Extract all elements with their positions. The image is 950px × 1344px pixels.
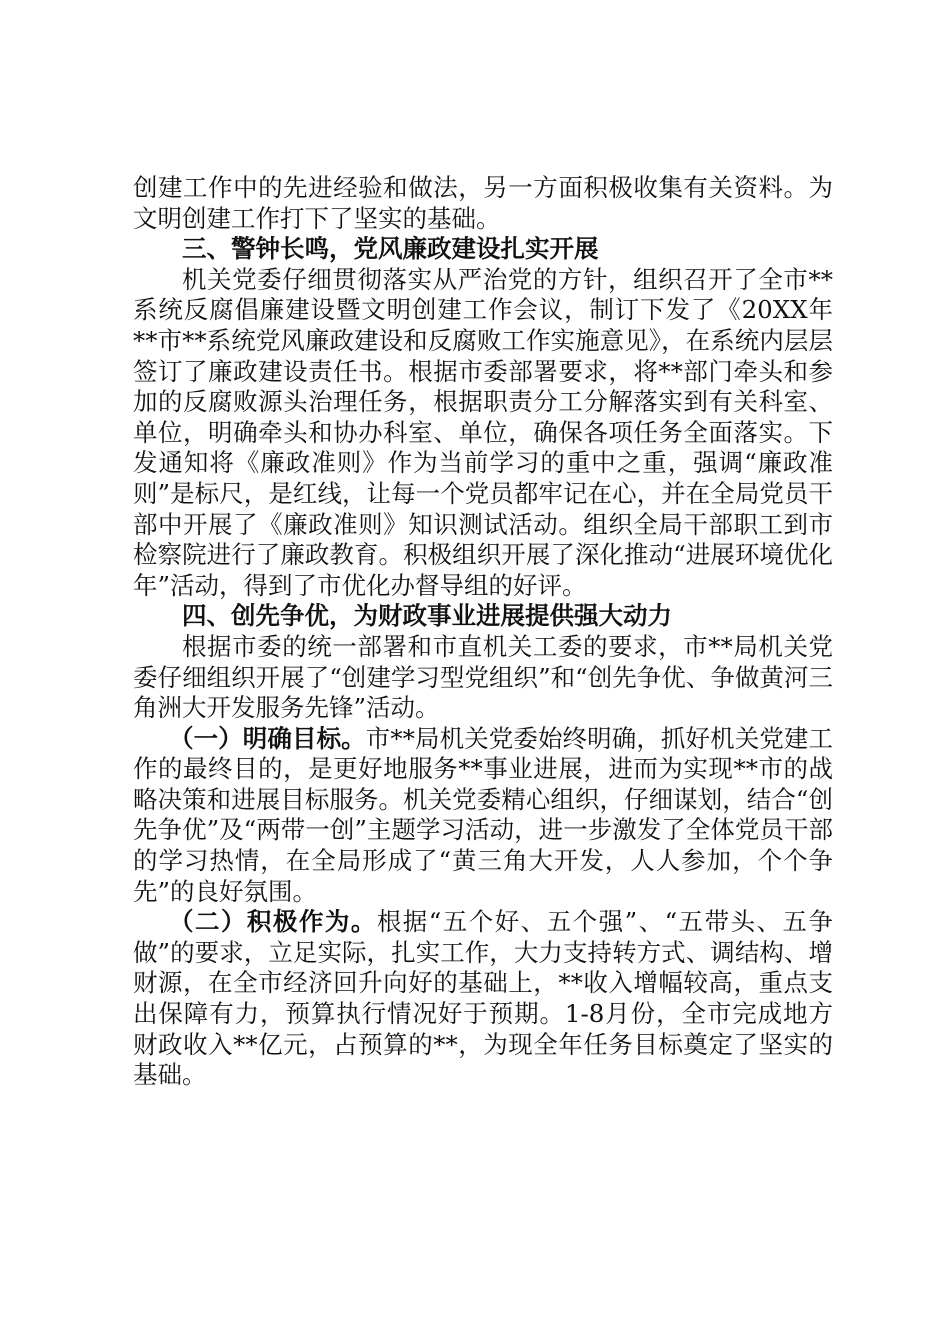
document-body xyxy=(133,173,833,1091)
subsection-2-lead: （二）积极作为。 xyxy=(169,907,377,937)
section-heading-4: 四、创先争优，为财政事业进展提供强大动力 xyxy=(182,601,672,631)
subsection-2-text: 根据“五个好、五个强”、“五带头、五争做”的要求，立足实际，扎实工作，大力支持转方式、调结构、增财源，在全市经济回升向好的基础上，**收入增幅较高，重点支出保障有力，预算执行情况好于预期。1-8月份，全市完成地方财政收入**亿元，占预算的**，为现全年任务目标奠定了坚实的基础。 xyxy=(133,907,834,1090)
subsection-1-text: 市**局机关党委始终明确，抓好机关党建工作的最终目的，是更好地服务**事业进展，进而为实现**市的战略决策和进展目标服务。机关党委精心组织，仔细谋划，结合“创先争优”及“两带一创”主题学习活动，进一步激发了全体党员干部的学习热情，在全局形成了“黄三角大开发，人人参加，个个争先”的良好氛围。 xyxy=(133,723,834,906)
subsection-2 xyxy=(133,907,833,1091)
paragraph-section-3: 机关党委仔细贯彻落实从严治党的方针，组织召开了全市**系统反腐倡廉建设暨文明创建工作会议，制订下发了《20XX年**市**系统党风廉政建设和反腐败工作实施意见》，在系统内层层签订了廉政建设责任书。根据市委部署要求，将**部门牵头和参加的反腐败源头治理任务，根据职责分工分解落实到有关科室、单位，明确牵头和协办科室、单位，确保各项任务全面落实。下发通知将《廉政准则》作为当前学习的重中之重，强调“廉政准则”是标尺，是红线，让每一个党员都牢记在心，并在全局党员干部中开展了《廉政准则》知识测试活动。组织全局干部职工到市检察院进行了廉政教育。积极组织开展了深化推动“进展环境优化年”活动，得到了市优化办督导组的好评。 xyxy=(133,264,833,600)
subsection-1 xyxy=(133,724,833,908)
subsection-1-lead: （一）明确目标。 xyxy=(169,723,366,753)
section-heading-3: 三、警钟长鸣，党风廉政建设扎实开展 xyxy=(182,234,599,264)
paragraph-continued: 创建工作中的先进经验和做法，另一方面积极收集有关资料。为文明创建工作打下了坚实的基础。 xyxy=(133,173,833,233)
paragraph-section-4-intro: 根据市委的统一部署和市直机关工委的要求，市**局机关党委仔细组织开展了“创建学习型党组织”和“创先争优、争做黄河三角洲大开发服务先锋”活动。 xyxy=(133,631,833,723)
